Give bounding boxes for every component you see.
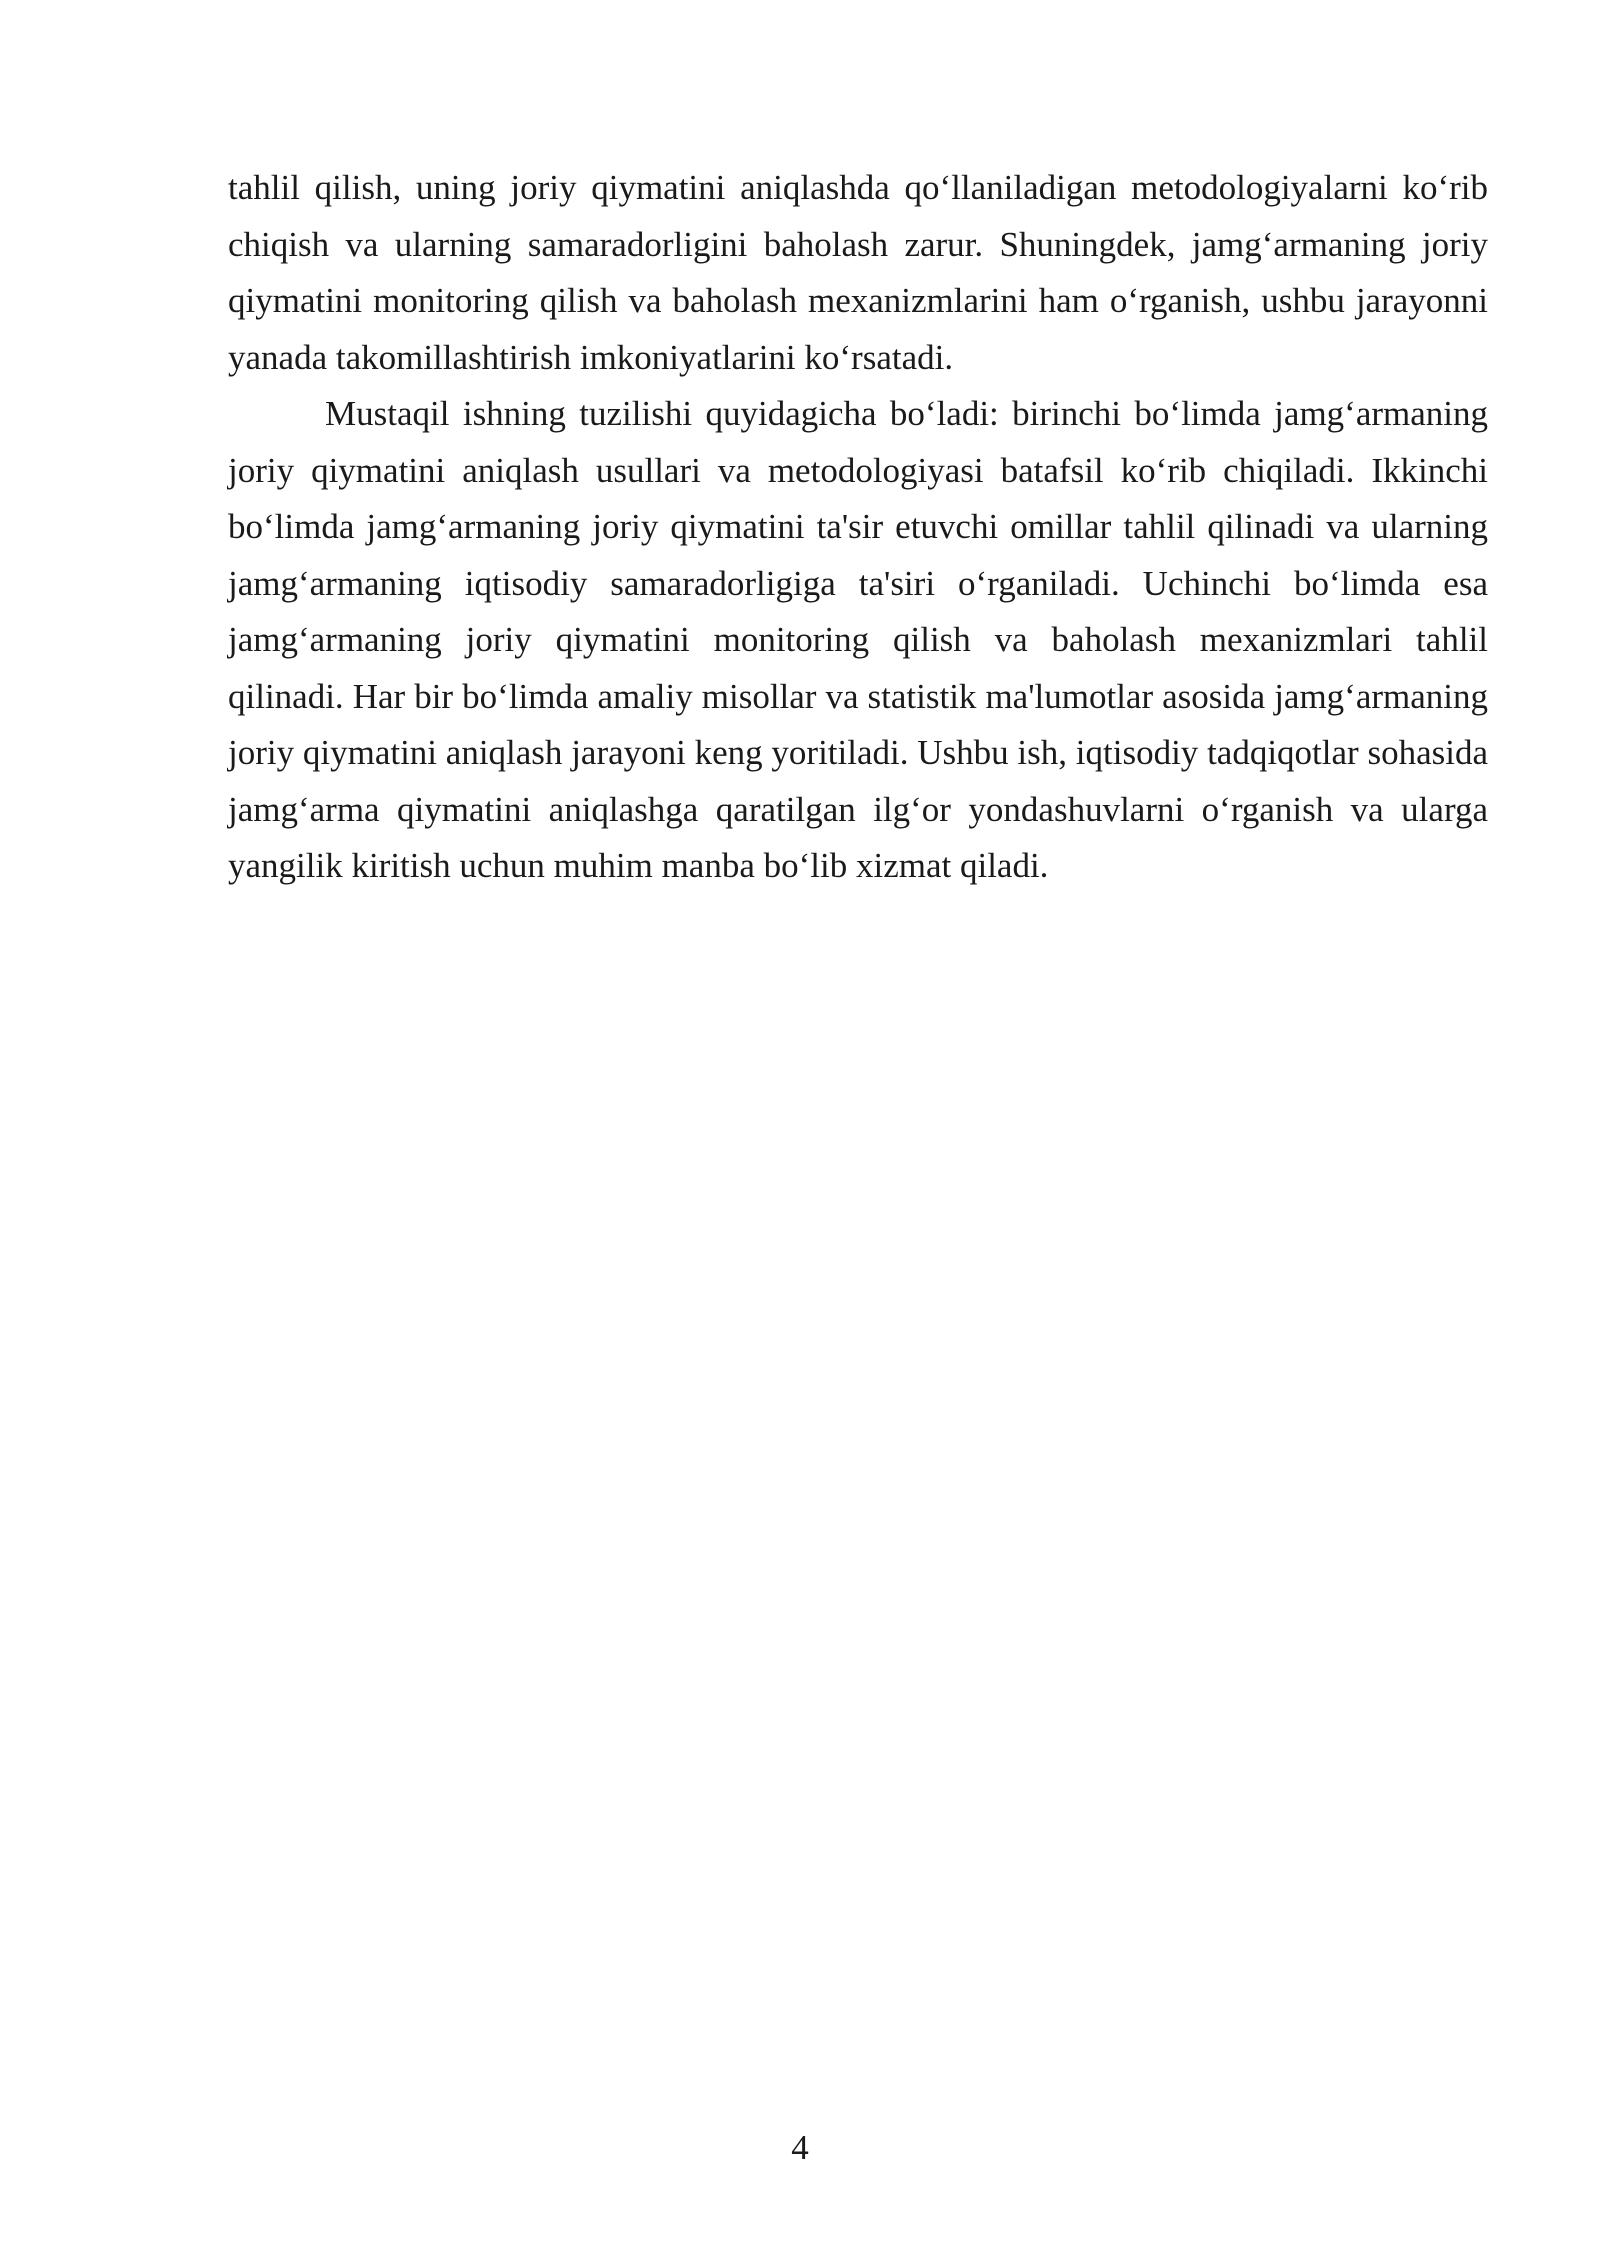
body-text [228,160,1488,895]
paragraph-continuation: tahlil qilish, uning joriy qiymatini aniqlashda qo‘llaniladigan metodologiyalarni ko‘rib chiqish va ularning samaradorligini baholash zarur. Shuningdek, jamg‘armaning joriy qiymatini monitoring qilish va baholash mexanizmlarini ham o‘rganish, ushbu jarayonni yanada takomillashtirish imkoniyatlarini ko‘rsatadi. [228,168,1488,377]
paragraph-structure: Mustaqil ishning tuzilishi quyidagicha bo‘ladi: birinchi bo‘limda jamg‘armaning joriy qiymatini aniqlash usullari va metodologiyasi batafsil ko‘rib chiqiladi. Ikkinchi bo‘limda jamg‘armaning joriy qiymatini ta'sir etuvchi omillar tahlil qilinadi va ularning jamg‘armaning iqtisodiy samaradorligiga ta'siri o‘rganiladi. Uchinchi bo‘limda esa jamg‘armaning joriy qiymatini monitoring qilish va baholash mexanizmlari tahlil qilinadi. Har bir bo‘limda amaliy misollar va statistik ma'lumotlar asosida jamg‘armaning joriy qiymatini aniqlash jarayoni keng yoritiladi. Ushbu ish, iqtisodiy tadqiqotlar sohasida jamg‘arma qiymatini aniqlashga qaratilgan ilg‘or yondashuvlarni o‘rganish va ularga yangilik kiritish uchun muhim manba bo‘lib xizmat qiladi. [228,394,1488,885]
page-number: 4 [791,2128,809,2167]
